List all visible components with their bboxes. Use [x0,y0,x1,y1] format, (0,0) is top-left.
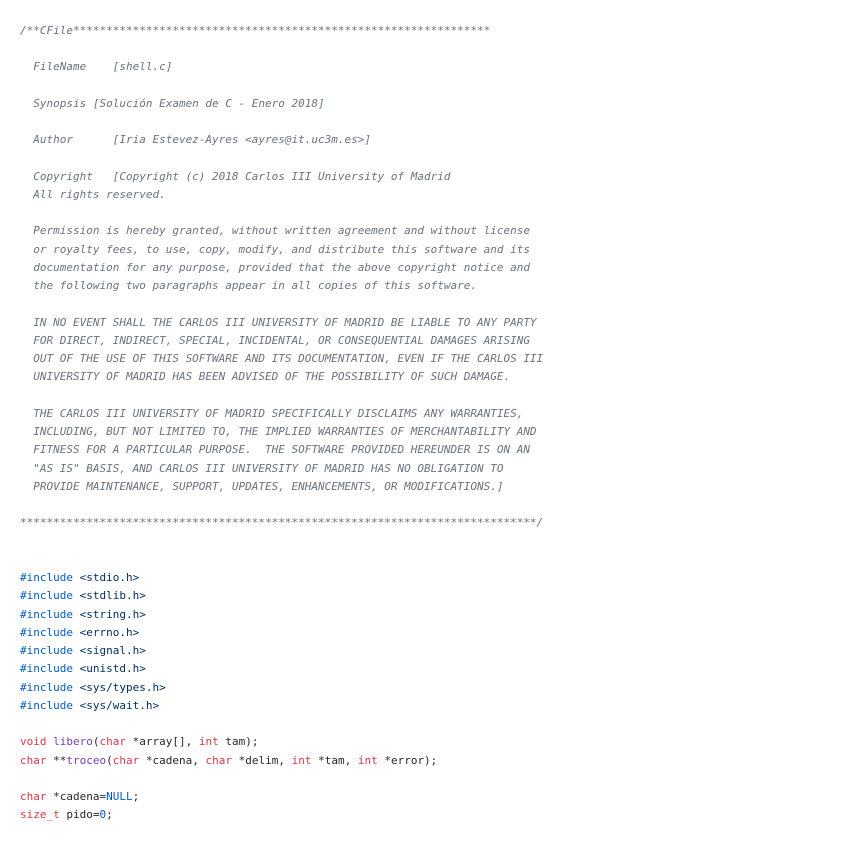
var-decl: *cadena= [46,790,107,803]
param-name: *tam, [311,753,358,767]
param-type: int [291,753,312,767]
code-editor[interactable] [20,22,840,825]
param-name: tam); [218,735,259,749]
blank-line [20,113,840,131]
blank-line [20,387,840,405]
function-name: libero [53,735,93,749]
paren: ( [106,753,113,767]
param-name: *delim, [231,753,292,767]
comment-line: UNIVERSITY OF MADRID HAS BEEN ADVISED OF THE POSSIBILITY OF SUCH DAMAGE. [20,370,511,384]
blank-line [20,770,840,788]
comment-line: FOR DIRECT, INDIRECT, SPECIAL, INCIDENTAL, OR CONSEQUENTIAL DAMAGES ARISING [20,333,530,347]
prototype-troceo [20,752,840,770]
comment-line: ******************************************************************************/ [20,516,544,530]
include-header: <string.h> [79,607,146,621]
comment-line: IN NO EVENT SHALL THE CARLOS III UNIVERSITY OF MADRID BE LIABLE TO ANY PARTY [20,315,537,329]
param-type: char [205,753,232,767]
param-name: *cadena, [139,753,206,767]
comment-line: FileName [shell.c] [20,60,173,73]
include-header: <stdlib.h> [79,589,146,603]
blank-line [20,551,840,569]
var-type: char [20,790,47,803]
prototype-libero [20,733,840,751]
include-directive: #include [20,662,73,676]
comment-line: INCLUDING, BUT NOT LIMITED TO, THE IMPLIED WARRANTIES OF MERCHANTABILITY AND [20,425,537,438]
param-type: char [99,735,126,749]
var-decl: pido= [59,808,100,822]
include-line [20,679,840,697]
blank-line [20,496,840,514]
include-line [20,569,840,587]
include-header: <sys/wait.h> [79,698,160,712]
comment-line: or royalty fees, to use, copy, modify, and distribute this software and its [20,242,530,256]
include-line [20,660,840,678]
return-type: void [20,735,47,749]
blank-line [20,204,840,222]
semicolon: ; [132,790,140,803]
include-header: <unistd.h> [79,662,146,676]
variable-pido [20,806,840,824]
blank-line [20,40,840,58]
comment-line: Synopsis [Solución Examen de C - Enero 2018] [20,96,325,110]
param-type: int [357,753,378,767]
include-header: <signal.h> [79,644,146,657]
include-line [20,606,840,624]
include-directive: #include [20,589,73,603]
comment-line: documentation for any purpose, provided that the above copyright notice and [20,260,530,274]
include-line [20,697,840,715]
include-directive: #include [20,698,73,712]
include-directive: #include [20,625,73,639]
comment-line: "AS IS" BASIS, AND CARLOS III UNIVERSITY OF MADRID HAS NO OBLIGATION TO [20,461,504,475]
include-directive: #include [20,571,73,584]
comment-line: OUT OF THE USE OF THIS SOFTWARE AND ITS DOCUMENTATION, EVEN IF THE CARLOS III [20,352,544,365]
include-header: <stdio.h> [79,571,140,584]
comment-line: Author [Iria Estevez-Ayres <ayres@it.uc3m.es>] [20,133,371,146]
comment-line: Copyright [Copyright (c) 2018 Carlos III University of Madrid [20,169,451,183]
include-header: <sys/types.h> [79,680,166,694]
blank-line [20,715,840,733]
include-line [20,624,840,642]
blank-line [20,295,840,313]
return-type: char [20,753,47,767]
param-type: char [112,753,140,767]
param-name: *error); [377,753,438,767]
include-line [20,642,840,660]
paren: ( [92,735,100,749]
blank-line [20,149,840,167]
include-line [20,587,840,605]
function-name: troceo [66,753,107,767]
pointer-stars: ** [46,753,67,767]
comment-line: the following two paragraphs appear in all copies of this software. [20,279,477,292]
comment-line: FITNESS FOR A PARTICULAR PURPOSE. THE SOFTWARE PROVIDED HEREUNDER IS ON AN [20,443,530,457]
var-type: size_t [20,808,60,822]
comment-line: THE CARLOS III UNIVERSITY OF MADRID SPECIFICALLY DISCLAIMS ANY WARRANTIES, [20,406,524,420]
param-name: *array[], [126,735,199,749]
comment-line: PROVIDE MAINTENANCE, SUPPORT, UPDATES, ENHANCEMENTS, OR MODIFICATIONS.] [20,479,504,493]
include-directive: #include [20,644,73,657]
comment-line: /**CFile*************************************************************** [20,23,491,37]
var-value: 0 [99,808,107,822]
blank-line [20,533,840,551]
var-value: NULL [106,790,133,803]
include-directive: #include [20,607,73,621]
comment-line: Permission is hereby granted, without written agreement and without license [20,224,530,238]
semicolon: ; [106,808,113,822]
variable-cadena [20,788,840,806]
include-header: <errno.h> [79,625,140,639]
comment-line: All rights reserved. [20,187,166,201]
param-type: int [198,735,219,749]
include-directive: #include [20,680,73,694]
blank-line [20,76,840,94]
